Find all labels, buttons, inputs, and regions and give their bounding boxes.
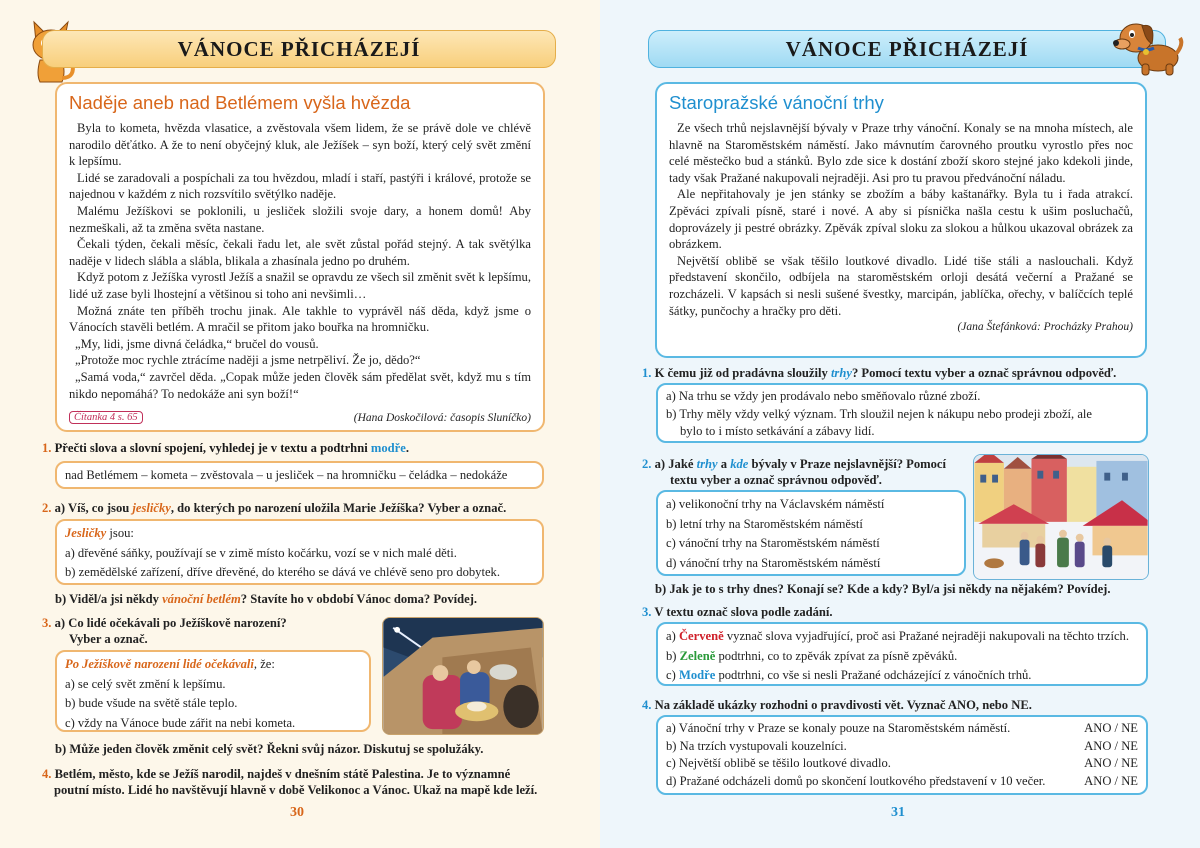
story-source: (Jana Štefánková: Procházky Prahou) (957, 321, 1133, 334)
page-title-banner (42, 30, 556, 68)
question-text: V textu označ slova podle zadání. (654, 605, 833, 619)
highlight-word: kde (730, 457, 749, 471)
story-title: Staropražské vánoční trhy (669, 92, 884, 113)
ano-ne-choice[interactable]: ANO / NE (1084, 721, 1138, 735)
question-text: Betlém, město, kde se Ježíš narodil, najdeš v dnešním státě Palestina. Je to významné (54, 767, 511, 781)
highlight-word: trhy (830, 366, 852, 380)
page-title-banner (648, 30, 1166, 68)
question-3 (642, 604, 833, 620)
answer-option[interactable]: a) velikonoční trhy na Václavském náměstí (666, 497, 885, 511)
answer-option[interactable]: b) bude všude na světě stále teplo. (65, 696, 238, 710)
answer-option[interactable]: c) vždy na Vánoce bude zářit na nebi kometa. (65, 715, 296, 730)
ano-ne-choice[interactable]: ANO / NE (1084, 773, 1138, 788)
question-number: 3. (42, 616, 52, 630)
box-label-suffix: , že: (253, 657, 275, 671)
story-title: Naděje aneb nad Betlémem vyšla hvězda (69, 92, 411, 113)
question-1 (42, 440, 409, 456)
question-text: a) Jaké (654, 457, 694, 471)
question-text: a (720, 457, 728, 471)
marking-task: c) Modře podtrhni, co vše si nesli Pražané odcházející z vánočních trhů. (666, 668, 1032, 682)
question-number: 4. (642, 698, 652, 712)
question-2a (642, 456, 946, 488)
story-paragraph: „Samá voda,“ zavrčel děda. „Copak může jeden člověk sám předělat svět, když mu s tím nikdo nepomáhá? To nedokáže ani syn boží!“ (69, 369, 531, 401)
question-4 (642, 697, 1032, 713)
question-text: . (405, 441, 409, 455)
statement: a) Vánoční trhy v Praze se konaly pouze na Staroměstském náměstí. (666, 721, 1011, 735)
answer-option[interactable]: a) se celý svět změní k lepšímu. (65, 676, 226, 691)
marking-task: a) Červeně vyznač slova vyjadřující, proč asi Pražané nejraději nakupovali na těchto trzích. (666, 629, 1129, 643)
statement: d) Pražané odcházeli domů po skončení loutkového představení v 10 večer. (666, 773, 1046, 788)
story-paragraph: „My, lidi, jsme divná čeládka,“ bručel do vousů. (75, 336, 319, 351)
question-text: , do kterých po narození uložila Marie Ježíška? Vyber a označ. (170, 501, 507, 515)
story-paragraph: Lidé se zaradovali a pospíchali za tou hvězdou, mladí i staří, pastýři i králové, protože se najednou v každém z nich rozsvítilo světýlko naděje. (69, 170, 531, 202)
question-text: a) Co lidé očekávali po Ježíškově narození? (54, 616, 287, 630)
dog-mascot-icon (1112, 14, 1184, 76)
question-text: a) Víš, co jsou (54, 501, 130, 515)
question-number: 2. (642, 457, 652, 471)
answer-options-box (55, 650, 371, 732)
green-color-word: Zeleně (679, 648, 716, 663)
page-title: VÁNOCE PŘICHÁZEJÍ (785, 37, 1029, 61)
story-paragraph: „Protože moc rychle ztrácíme naději a jsme netrpěliví. Že jo, dědo?“ (75, 353, 421, 368)
question-text: ? Pomocí textu vyber a označ správnou odpověď. (851, 366, 1117, 380)
answer-option[interactable]: d) vánoční trhy na Staroměstském náměstí (666, 555, 881, 570)
question-4 (42, 766, 537, 798)
marking-task: b) Zeleně podtrhni, co to zpěvák zpívat za písně zpěváků. (666, 648, 958, 663)
question-2b (655, 581, 1111, 597)
true-false-row (666, 738, 1138, 756)
story-box (55, 82, 545, 432)
highlight-word: jesličky (132, 501, 171, 515)
blue-color-word: Modře (678, 668, 716, 682)
nativity-illustration (382, 617, 544, 735)
question-3b (55, 741, 483, 757)
true-false-row (666, 755, 1138, 773)
true-false-row (666, 720, 1138, 738)
statement: c) Největší oblibě se těšilo loutkové divadlo. (666, 756, 891, 770)
statement: b) Na trzích vystupovali kouzelníci. (666, 738, 847, 753)
page-number: 30 (290, 805, 304, 820)
question-text: b) Viděl/a jsi někdy (55, 592, 159, 606)
story-paragraph: Ale nepřitahovaly je jen stánky se zbožím a báby kaštanářky. Byla tu i řada atrakcí. Zpěváci zpívali písně, staré i nové. A aby si písnička našla cestu k ušim posluchačů, doprovázely ji pestré obrázky. Zpěvák zpíval sloku za slokou a hůlkou ukazoval obrázek za obrázkem. (669, 187, 1133, 252)
question-1 (642, 365, 1116, 381)
answer-option[interactable]: b) letní trhy na Staroměstském náměstí (666, 516, 863, 531)
story-paragraph: Možná znáte ten příběh trochu jinak. Ale takhle to vyprávěl náš děda, když jsme o Vánocích stavěli betlém. A mračil se přitom jako bouřka na hromničku. (69, 303, 531, 335)
christmas-market-illustration (973, 454, 1149, 580)
story-box (655, 82, 1147, 358)
question-2a (42, 500, 506, 516)
answer-option[interactable]: a) dřevěné sáňky, používají se v zimě místo kočárku, vozí se v nich malé děti. (65, 545, 457, 560)
word-list: nad Betlémem – kometa – zvěstovala – u jesliček – na hromničku – čeládka – nedokáže (65, 468, 508, 482)
story-paragraph: Byla to kometa, hvězda vlasatice, a zvěstovala všem lidem, že se právě dole ve chlévě narodilo děťátko. A že to není obyčejný kluk, ale Ježíšek – syn boží, který celý svět změní k lepšímu. (69, 121, 531, 169)
box-label-suffix: jsou: (106, 526, 134, 540)
story-paragraph: Největší oblibě se však těšilo loutkové divadlo. Lidé tiše stáli a naslouchali. Když představení skončilo, odbíjela na staroměstském orloji desátá večerní a Pražané se rozcházeli. V kapsách si nesli sušené švestky, marcipán, jablíčka, ořechy, v balíčcích teplé šátky, punčochy a hračky pro děti. (669, 253, 1133, 318)
question-2b (55, 591, 477, 607)
answer-option[interactable]: b) zemědělské zařízení, dříve dřevěné, do kterého se dává ve chlévě seno pro dobytek. (65, 565, 500, 579)
story-source: (Hana Doskočilová: časopis Sluníčko) (353, 412, 531, 424)
question-text: Přečti slova a slovní spojení, vyhledej je v textu a podtrhni (54, 441, 368, 455)
answer-option[interactable]: c) vánoční trhy na Staroměstském náměstí (666, 536, 880, 550)
question-number: 2. (42, 501, 52, 515)
true-false-box (656, 715, 1148, 795)
answer-options-box (656, 490, 966, 576)
story-paragraph: Ze všech trhů nejslavnější bývaly v Praze trhy vánoční. Konaly se na mnoha místech, ale hlavně na Staroměstském náměstí. Jako mávnutím čarovného proutku vyrostlo přes noc celé městečko bud a stánků. Bylo zde sice k dostání zboží skoro stejné jako kdekoli jinde, tady však Pražané nakupovali nejraději. Asi pro tu pravou předvánoční náladu. (669, 121, 1133, 185)
answer-options-box (55, 519, 544, 585)
word-list-box (55, 461, 544, 489)
question-text: b) Jak je to s trhy dnes? Konají se? Kde a kdy? Byl/a jsi někdy na nějakém? Povídej. (655, 582, 1111, 596)
question-text: b) Může jeden člověk změnit celý svět? Řekni svůj názor. Diskutuj se spolužáky. (55, 742, 484, 756)
story-paragraph: Když potom z Ježíška vyrostl Ježíš a snažil se opravdu ze všech sil změnit svět k lepšímu, lidé už zase byli lhostejní a většinou si toho ani nevšimli… (69, 270, 531, 301)
highlight-word: modře (370, 441, 406, 455)
page-title: VÁNOCE PŘICHÁZEJÍ (177, 37, 421, 61)
answer-option[interactable]: b) Trhy měly vždy velký význam. Trh sloužil nejen k nákupu nebo prodeji zboží, ale (666, 406, 1093, 421)
story-paragraph: Malému Ježíškovi se poklonili, u jesliček složili svoje dary, a honem domů! Aby nezmeškali, až ta změna světa nastane. (69, 203, 531, 235)
box-label: Jesličky (65, 526, 107, 540)
question-number: 1. (42, 441, 52, 455)
question-number: 4. (42, 767, 52, 781)
box-label: Po Ježíškově narození lidé očekávali (65, 657, 254, 671)
red-color-word: Červeně (678, 629, 724, 643)
question-number: 3. (642, 605, 652, 619)
question-text: Vyber a označ. (69, 632, 148, 646)
highlight-word: vánoční betlém (162, 592, 241, 606)
ano-ne-choice[interactable]: ANO / NE (1084, 738, 1138, 753)
question-text: Na základě ukázky rozhodni o pravdivosti vět. Vyznač ANO, nebo NE. (654, 698, 1032, 712)
answer-option[interactable]: a) Na trhu se vždy jen prodávalo nebo směňovalo různé zboží. (666, 389, 981, 403)
page-number: 31 (891, 805, 905, 820)
true-false-row (666, 773, 1138, 791)
question-text: ? Stavíte ho v období Vánoc doma? Povídej. (240, 592, 478, 606)
question-text: textu vyber a označ správnou odpověď. (670, 473, 882, 487)
story-paragraph: Čekali týden, čekali měsíc, čekali řadu let, ale svět zůstal pořád stejný. A tak světýlka naděje v lidech slábla a slábla, blikala a zhasínala jedno po druhém. (69, 237, 531, 268)
ano-ne-choice[interactable]: ANO / NE (1084, 756, 1138, 770)
question-text: bývaly v Praze nejslavnější? Pomocí (751, 457, 947, 471)
highlight-word: trhy (696, 457, 718, 471)
reader-reference-badge: Čítanka 4 s. 65 (69, 411, 143, 424)
question-number: 1. (642, 366, 652, 380)
question-3a (42, 615, 287, 647)
marking-tasks-box (656, 622, 1148, 686)
question-text: poutní místo. Lidé ho navštěvují hlavně v době Velikonoc a Vánoc. Ukaž na mapě kde leží. (54, 783, 538, 797)
answer-option-continuation: bylo to i místo setkávání a zábavy lidí. (680, 424, 875, 438)
question-text: K čemu již od pradávna sloužily (654, 366, 828, 380)
answer-options-box (656, 383, 1148, 443)
right-page (600, 0, 1200, 848)
